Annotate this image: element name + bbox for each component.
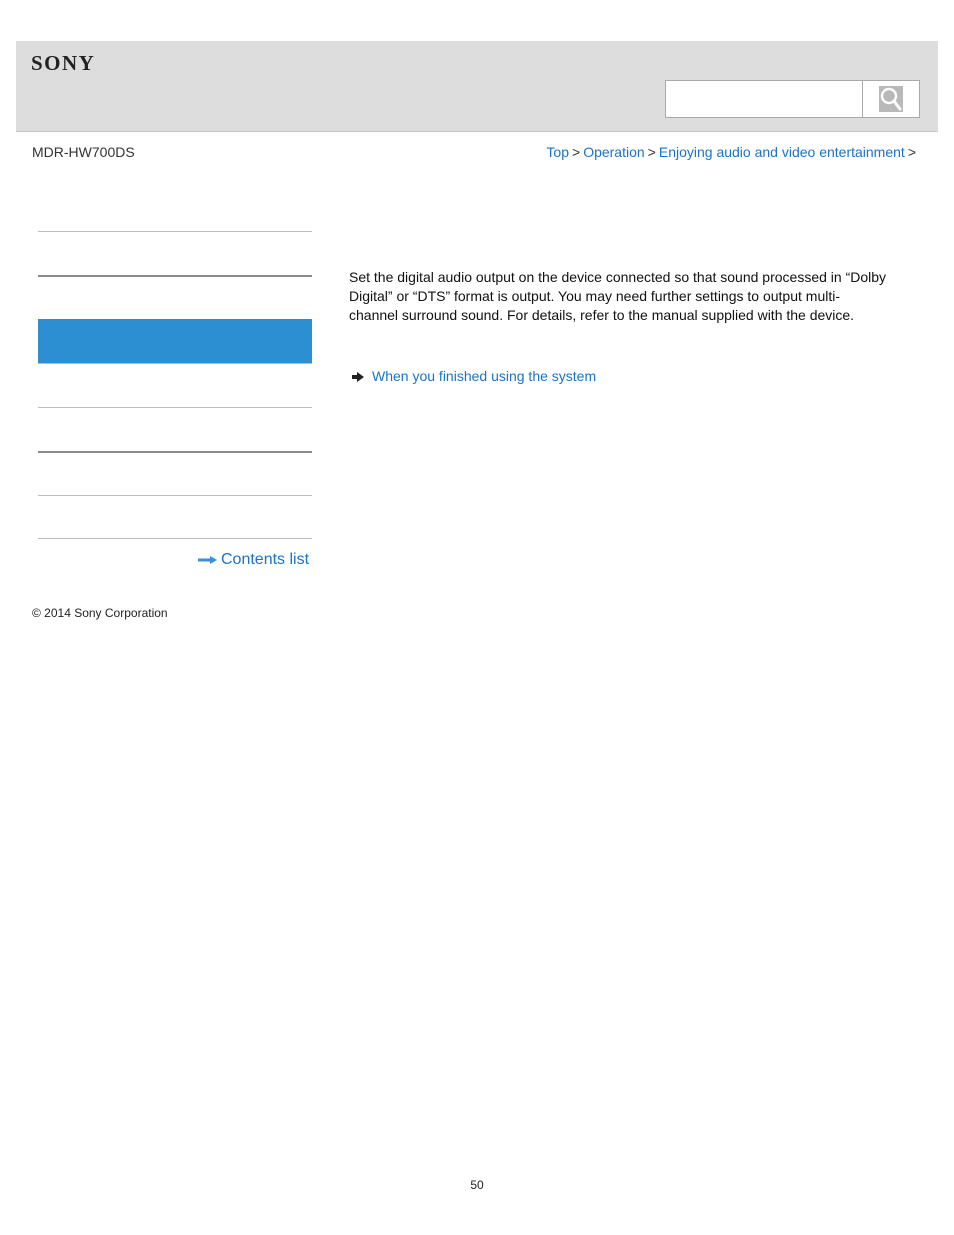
site-header bbox=[16, 41, 938, 132]
contents-list-link[interactable] bbox=[198, 551, 309, 569]
model-name: MDR-HW700DS bbox=[32, 144, 135, 160]
arrow-right-icon bbox=[198, 556, 217, 564]
arrow-right-icon bbox=[352, 372, 364, 382]
search-button[interactable] bbox=[862, 81, 919, 117]
sidebar-item-4[interactable] bbox=[38, 363, 312, 407]
sidebar-item-3-active[interactable] bbox=[38, 319, 312, 363]
breadcrumb-separator: > bbox=[572, 144, 581, 160]
search-input[interactable] bbox=[666, 81, 862, 117]
copyright: © 2014 Sony Corporation bbox=[32, 606, 168, 620]
related-topic bbox=[352, 368, 596, 384]
related-link[interactable]: When you finished using the system bbox=[372, 368, 597, 384]
breadcrumb-separator: > bbox=[907, 144, 916, 160]
search-box bbox=[665, 80, 920, 118]
contents-list-label: Contents list bbox=[221, 551, 310, 568]
search-icon bbox=[879, 86, 903, 112]
sidebar-item-7[interactable] bbox=[38, 495, 312, 539]
sidebar-item-1[interactable] bbox=[38, 231, 312, 275]
page-number: 50 bbox=[470, 1178, 484, 1192]
sidebar-item-6[interactable] bbox=[38, 451, 312, 495]
sidebar-item-5[interactable] bbox=[38, 407, 312, 451]
sony-logo[interactable]: SONY bbox=[31, 51, 96, 75]
sidebar-nav bbox=[38, 231, 312, 539]
main-description: Set the digital audio output on the device connected so that sound processed in “Dolby Digital” or “DTS” format is output. You may need further settings to output multi-channel surround sound. For details, refer to the manual supplied with the device. bbox=[349, 269, 887, 323]
sidebar-item-2[interactable] bbox=[38, 275, 312, 319]
breadcrumb-top[interactable]: Top bbox=[546, 144, 569, 160]
breadcrumb bbox=[546, 144, 919, 160]
breadcrumb-separator: > bbox=[647, 144, 656, 160]
breadcrumb-enjoying[interactable]: Enjoying audio and video entertainment bbox=[658, 144, 905, 160]
breadcrumb-operation[interactable]: Operation bbox=[583, 144, 645, 160]
